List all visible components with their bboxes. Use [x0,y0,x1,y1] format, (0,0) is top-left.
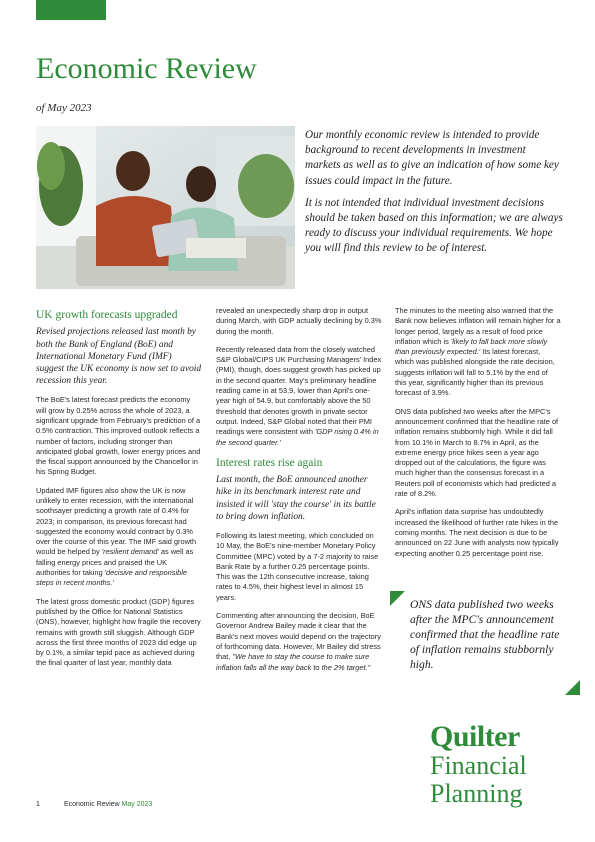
column-1 [36,310,202,677]
body-paragraph: Updated IMF figures also show the UK is now unlikely to enter recession, with the international soothsayer predicting a growth rate of 0.4% for 2023; in comparison, its previous forecast had suggested the economy would contract by 0.3% over the course of this year. The IMF said growth would be helped by 'resilient demand' as well as falling energy prices and praised the UK authorities for taking 'decisive and responsible steps in recent months.' [36,485,197,588]
quilter-logo [430,722,570,808]
logo-line: Financial [430,751,527,780]
logo-line: Quilter [430,720,520,753]
issue-date: of May 2023 [36,102,92,114]
section-heading: UK growth forecasts upgraded [36,309,178,321]
body-paragraph: revealed an unexpectedly sharp drop in output during March, with GDP actually declining by 0.3% during the month. [216,306,382,336]
body-paragraph: The BoE's latest forecast predicts the economy will grow by 0.25% across the whole of 2023, a significant upgrade from February's prediction of a 0.5% contraction. This improved outlook reflects a number of factors, including stronger than anticipated global growth, lower energy prices and the fiscal support announced by the Chancellor in his Spring Budget. [36,395,201,477]
body-paragraph: The minutes to the meeting also warned that the Bank now believes inflation will remain higher for a longer period, largely as a result of food price inflation which is 'likely to fall back more slowly than previously expected.' Its latest forecast, which was published alongside the rate decision, suggests inflation will fall to 5.1% by the end of this year, significantly higher than its previous forecast of 3.9%. [395,306,561,398]
header-accent-block [36,0,106,20]
section-lead: Revised projections released last month by both the Bank of England (BoE) and International Monetary Fund (IMF) suggest the UK economy is now set to avoid recession this year. [36,327,202,387]
body-paragraph: The latest gross domestic product (GDP) figures published by the Office for National Statistics (ONS), however, highlight how fragile the recovery remains with growth still sluggish. Although GDP across the first three months of 2023 did edge up by 0.1%, a similar tepid pace as achieved during the final quarter of last year, monthly data [36,596,201,668]
page-number: 1 [36,801,40,808]
footer-date: May 2023 [121,801,153,808]
body-paragraph: April's inflation data surprise has undoubtedly increased the likelihood of further rate hikes in the coming months. The next decision is due to be announced on 22 June with analysts now typically expecting another 0.25 percentage point rise. [395,507,559,558]
couple-with-tablet-image [36,126,295,289]
page-footer [36,801,152,808]
pull-quote-text: ONS data published two weeks after the MPC's announcement confirmed that the headline rate of inflation remains stubbornly high. [410,598,560,671]
intro-paragraph: Our monthly economic review is intended to provide background to recent developments in investment markets as well as to give an indication of how some key issues could impact in the future. [305,129,559,187]
corner-accent [390,591,405,606]
intro-paragraph: It is not intended that individual investment decisions should be taken based on this information; we are always ready to discuss your individual requirements. We hope you will find this review to be of interest. [305,196,563,255]
footer-label: Economic Review [63,801,120,808]
intro-text [305,128,563,264]
body-paragraph: ONS data published two weeks after the MPC's announcement confirmed that the headline rate of inflation remains stubbornly high. While it did fall from 10.1% in March to 8.7% in April, as the extreme energy price hikes seen a year ago dropped out of the calculations, the figure was much higher than the consensus forecast in a Reuters poll of economists which had predicted a rate of 8.2%. [395,406,559,499]
section-lead: Last month, the BoE announced another hike in its benchmark interest rate and insisted it will 'stay the course' in its battle to bring down inflation. [216,475,376,522]
body-paragraph: Recently released data from the closely watched S&P Global/CIPS UK Purchasing Managers' Index (PMI), though, does suggest growth has picked up in the second quarter. May's preliminary headline reading came in at 53.9, lower than April's one-year high of 54.9, but comfortably above the 50 threshold that denotes growth in private sector output. Indeed, S&P Global noted that their PMI readings were consistent with 'GDP rising 0.4% in the second quarter.' [216,344,382,447]
column-2 [216,306,382,681]
corner-accent [565,680,580,695]
pull-quote [390,591,580,695]
logo-line: Planning [430,779,523,808]
hero-photo [36,126,295,289]
section-heading: Interest rates rise again [216,456,323,469]
page-title: Economic Review [36,52,257,85]
column-3 [395,306,561,567]
body-paragraph: Following its latest meeting, which concluded on 10 May, the BoE's nine-member Monetary Policy Committee (MPC) voted by a 7-2 majority to raise Bank Rate by a further 0.25 percentage points. This was the 12th consecutive increase, taking rates to 4.5%, their highest level in almost 15 years. [216,530,379,602]
body-paragraph: Commenting after announcing the decision, BoE Governor Andrew Bailey made it clear that the Bank's next moves would depend on the trajectory of forthcoming data. However, Mr Bailey did stress that, "We have to stay the course to make sure inflation falls all the way back to the 2% target." [216,611,381,672]
